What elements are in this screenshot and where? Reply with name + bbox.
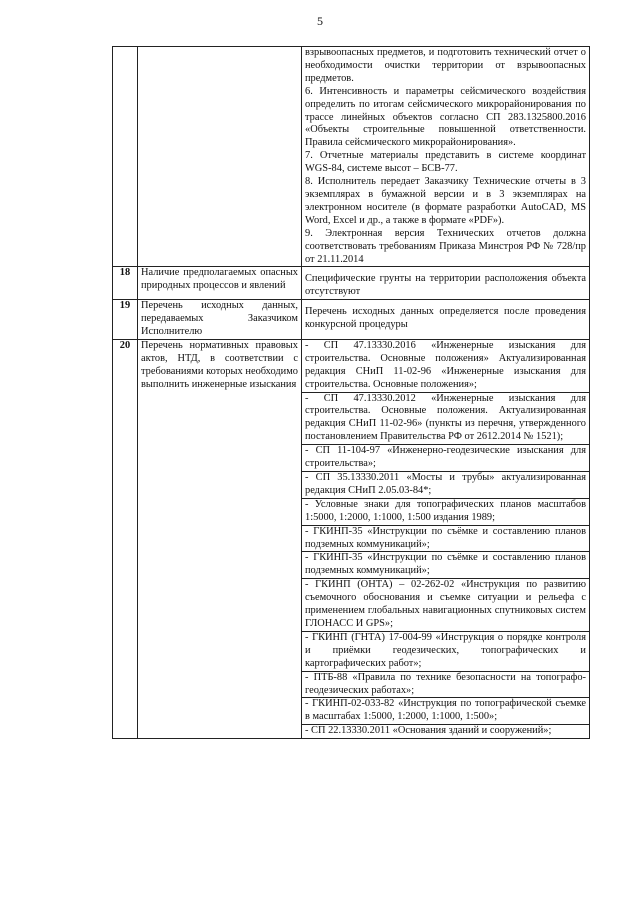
row-value: [302, 47, 590, 267]
table-row: [113, 47, 590, 267]
table-row: [113, 339, 590, 738]
paragraph: 8. Исполнитель передает Заказчику Технические отчеты в 3 экземплярах в бумажной версии и в 3 экземплярах на электронном носителе (в формате разработки AutoCAD, MS Word, Excel и др., а также в формате «PDF»).: [305, 176, 586, 226]
list-item: - ПТБ-88 «Правила по технике безопасности на топографо-геодезических работах»;: [302, 672, 589, 699]
list-item: - ГКИНП (ОНТА) – 02-262-02 «Инструкция по развитию съемочного обоснования и съемке ситуации и рельефа с применением глобальных навигационных спутниковых систем ГЛОНАСС И GPS»;: [302, 579, 589, 632]
row-number: 18: [113, 267, 138, 300]
row-parameter: [138, 47, 302, 267]
list-item: - СП 11-104-97 «Инженерно-геодезические изыскания для строительства»;: [302, 445, 589, 472]
row-parameter: Наличие предполагаемых опасных природных процессов и явлений: [138, 267, 302, 300]
list-item: - ГКИНП-35 «Инструкции по съёмке и составлению планов подземных коммуникаций»;: [302, 526, 589, 553]
row-value: Перечень исходных данных определяется после проведения конкурсной процедуры: [302, 300, 590, 340]
row-value-list: [302, 339, 590, 738]
list-item: - СП 47.13330.2016 «Инженерные изыскания для строительства. Основные положения» Актуализированная редакция СНиП 11-02-96 «Инженерные изыскания для строительства. Основные положения»;: [302, 340, 589, 393]
row-value: Специфические грунты на территории расположения объекта отсутствуют: [302, 267, 590, 300]
paragraph: взрывоопасных предметов, и подготовить технический отчет о необходимости очистки территории от взрывоопасных предметов.: [305, 47, 586, 84]
list-item: - ГКИНП-02-033-82 «Инструкция по топографической съемке в масштабах 1:5000, 1:2000, 1:1000, 1:500»;: [302, 698, 589, 725]
paragraph: 7. Отчетные материалы представить в системе координат WGS-84, системе высот – БСВ-77.: [305, 150, 586, 175]
list-item: - Условные знаки для топографических планов масштабов 1:5000, 1:2000, 1:1000, 1:500 издания 1989;: [302, 499, 589, 526]
list-item: - СП 22.13330.2011 «Основания зданий и сооружений»;: [305, 725, 552, 737]
table-row: [113, 300, 590, 340]
row-number: [113, 47, 138, 267]
table-row: [113, 267, 590, 300]
row-parameter: Перечень исходных данных, передаваемых Заказчиком Исполнителю: [138, 300, 302, 340]
list-item: - ГКИНП (ГНТА) 17-004-99 «Инструкция о порядке контроля и приёмки геодезических, топографических и картографических работ»;: [302, 632, 589, 672]
paragraph: 6. Интенсивность и параметры сейсмического воздействия определить по итогам сейсмического микрорайонирования по трассе линейных объектов согласно СП 283.1325800.2016 «Объекты строительные повышенной ответственности. Правила сейсмического микрорайонирования».: [305, 85, 586, 149]
list-item: - СП 35.13330.2011 «Мосты и трубы» актуализированная редакция СНиП 2.05.03-84*;: [302, 472, 589, 499]
page-number: 5: [317, 14, 323, 28]
row-number: 19: [113, 300, 138, 340]
list-item: - СП 47.13330.2012 «Инженерные изыскания для строительства. Основные положения. Актуализированная редакция СНиП 11-02-96» (пункты из перечня, утвержденного постановлением Правительства РФ от 2612.2014 № 1521);: [302, 393, 589, 446]
paragraph: 9. Электронная версия Технических отчетов должна соответствовать требованиям Приказа Минстроя РФ № 728/пр от 21.11.2014: [305, 227, 586, 265]
requirements-table: [112, 46, 590, 739]
list-item: - ГКИНП-35 «Инструкции по съёмке и составлению планов подземных коммуникаций»;: [302, 552, 589, 579]
row-number: 20: [113, 339, 138, 738]
row-parameter: Перечень нормативных правовых актов, НТД, в соответствии с требованиями которых необходимо выполнить инженерные изыскания: [138, 339, 302, 738]
